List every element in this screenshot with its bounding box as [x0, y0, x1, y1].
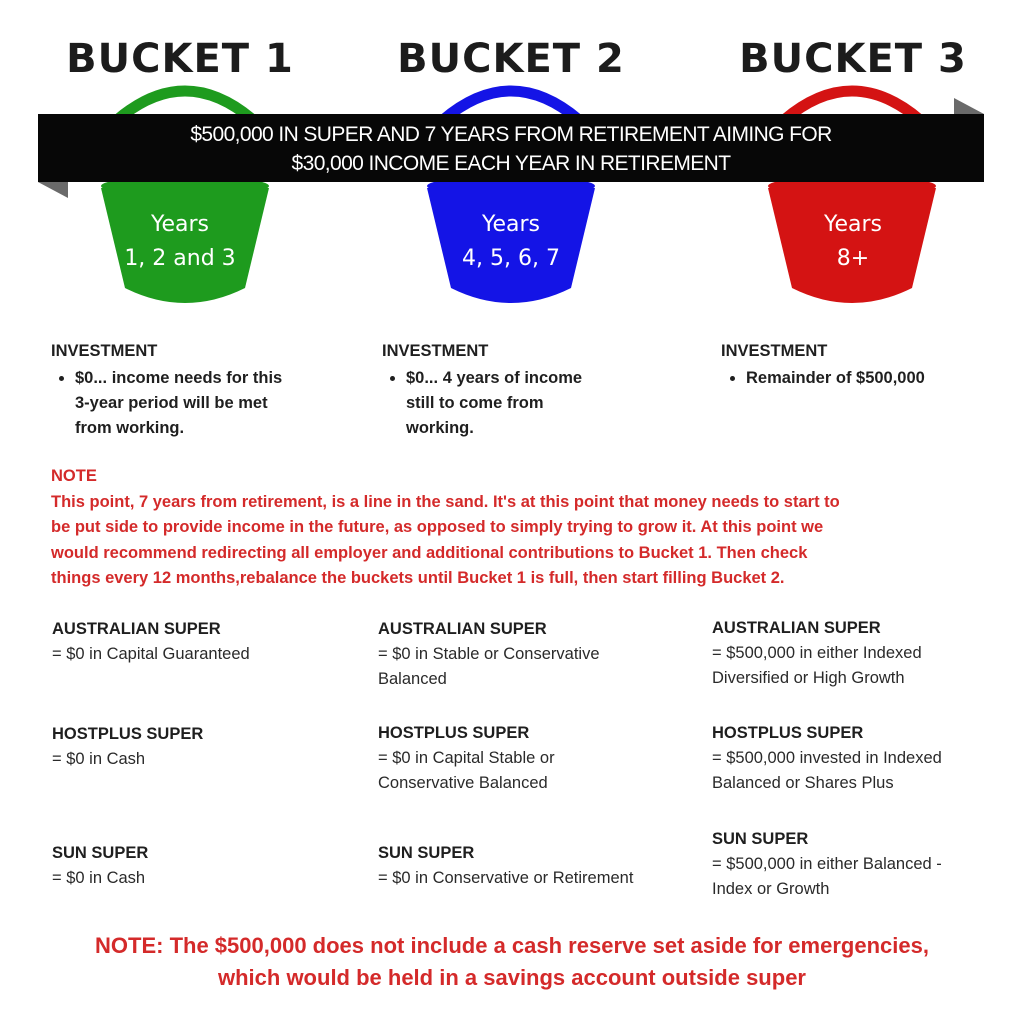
investment-2-line-3: working. [406, 419, 474, 437]
fund-col3-hostplus-super [712, 721, 1002, 796]
fund-detail: = $0 in Capital Guaranteed [52, 645, 250, 663]
fund-detail: = $0 in Cash [52, 750, 146, 768]
footer-note-line-2: which would be held in a savings account outside super [218, 965, 806, 990]
fund-detail-2: Conservative Balanced [378, 774, 548, 792]
investment-2-line-1: $0... 4 years of income [406, 369, 583, 387]
bucket-3-label [763, 208, 943, 276]
investment-2-line-2: still to come from [406, 394, 544, 412]
fund-name: SUN SUPER [52, 844, 149, 862]
investment-3-line-1: Remainder of $500,000 [746, 369, 925, 387]
note-line-4: things every 12 months,rebalance the buckets until Bucket 1 is full, then start filling Bucket 2. [51, 569, 785, 587]
footer-note-line-1: NOTE: The $500,000 does not include a cash reserve set aside for emergencies, [95, 933, 929, 958]
fund-name: AUSTRALIAN SUPER [52, 620, 221, 638]
bucket-3-range: 8+ [836, 246, 870, 271]
fund-detail-2: Balanced [378, 670, 447, 688]
note-heading: NOTE [51, 467, 97, 485]
bucket-1-years: Years [150, 212, 210, 237]
investment-3-item [746, 366, 1016, 391]
fund-name: SUN SUPER [712, 830, 809, 848]
fund-detail-2: Diversified or High Growth [712, 669, 905, 687]
bucket-1-range: 1, 2 and 3 [124, 246, 236, 271]
investment-3-list [724, 366, 1016, 391]
banner-line-1: $500,000 IN SUPER AND 7 YEARS FROM RETIREMENT AIMING FOR [190, 123, 832, 146]
banner-fold-right [954, 98, 984, 114]
bucket-2-range: 4, 5, 6, 7 [462, 246, 560, 271]
fund-col2-sun-super [378, 841, 688, 891]
fund-col1-hostplus-super [52, 722, 342, 772]
fund-col3-sun-super [712, 827, 1002, 902]
investment-2-heading: INVESTMENT [382, 342, 489, 360]
bucket-1-label [90, 208, 270, 276]
bucket-1-title: BUCKET 1 [66, 36, 294, 82]
fund-name: HOSTPLUS SUPER [52, 725, 204, 743]
fund-col1-sun-super [52, 841, 342, 891]
bucket-2-years: Years [481, 212, 541, 237]
fund-detail: = $0 in Capital Stable or [378, 749, 555, 767]
investment-1-list [53, 366, 365, 441]
investment-1-item [75, 366, 365, 441]
bucket-2-label [421, 208, 601, 276]
fund-detail: = $500,000 in either Indexed [712, 644, 922, 662]
banner-line-2: $30,000 INCOME EACH YEAR IN RETIREMENT [291, 152, 731, 175]
note-line-3: would recommend redirecting all employer and additional contributions to Bucket 1. Then check [51, 543, 808, 562]
fund-detail-2: Balanced or Shares Plus [712, 774, 894, 792]
fund-name: HOSTPLUS SUPER [378, 724, 530, 742]
fund-col2-australian-super [378, 617, 678, 692]
fund-name: AUSTRALIAN SUPER [712, 619, 881, 637]
fund-detail: = $0 in Cash [52, 869, 146, 887]
note-block [51, 464, 981, 592]
investment-1-line-3: from working. [75, 419, 185, 437]
bucket-3-years: Years [823, 212, 883, 237]
fund-name: AUSTRALIAN SUPER [378, 620, 547, 638]
fund-detail: = $500,000 in either Balanced - [712, 855, 942, 873]
fund-detail: = $0 in Stable or Conservative [378, 645, 600, 663]
footer-note [30, 930, 994, 994]
note-line-1: This point, 7 years from retirement, is a line in the sand. It's at this point that money needs to start to [51, 492, 840, 511]
note-line-2: be put side to provide income in the future, as opposed to simply trying to grow it. At this point we [51, 518, 824, 536]
fund-detail-2: Index or Growth [712, 880, 830, 898]
fund-col2-hostplus-super [378, 721, 678, 796]
fund-col3-australian-super [712, 616, 1002, 691]
fund-name: HOSTPLUS SUPER [712, 724, 864, 742]
fund-detail: = $0 in Conservative or Retirement [378, 869, 634, 887]
bucket-2-title: BUCKET 2 [397, 36, 625, 82]
bucket-3-title: BUCKET 3 [739, 36, 967, 82]
investment-1-heading: INVESTMENT [51, 342, 158, 360]
banner [38, 114, 984, 182]
fund-detail: = $500,000 invested in Indexed [712, 749, 942, 767]
fund-name: SUN SUPER [378, 844, 475, 862]
fund-col1-australian-super [52, 617, 342, 667]
banner-fold-left [38, 182, 68, 198]
investment-2-item [406, 366, 696, 441]
investment-1-line-2: 3-year period will be met [75, 394, 268, 412]
investment-3-heading: INVESTMENT [721, 342, 828, 360]
investment-1-line-1: $0... income needs for this [75, 369, 283, 387]
investment-2-list [384, 366, 696, 441]
